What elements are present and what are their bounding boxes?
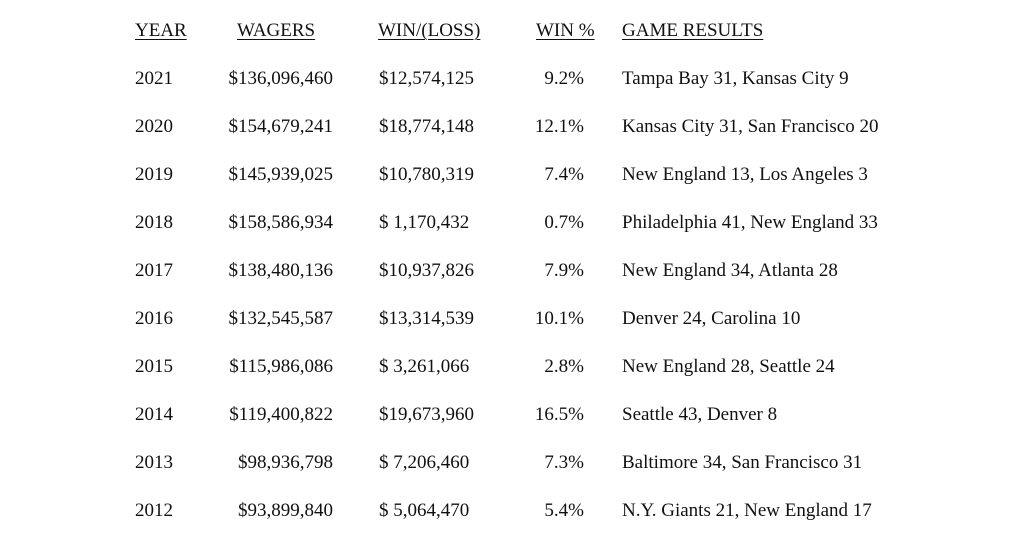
game-result-cell: Tampa Bay 31, Kansas City 9	[622, 68, 849, 89]
game-result-cell: Seattle 43, Denver 8	[622, 404, 778, 425]
table-row	[0, 257, 1024, 285]
year-cell: 2018	[135, 212, 173, 233]
win-loss-cell: $12,574,125	[379, 68, 474, 89]
win-loss-cell: $ 5,064,470	[379, 500, 470, 521]
table-row	[0, 209, 1024, 237]
win-loss-cell: $ 7,206,460	[379, 452, 470, 473]
win-loss-cell: $10,780,319	[379, 164, 474, 185]
win-loss-cell: $13,314,539	[379, 308, 474, 329]
table-row	[0, 401, 1024, 429]
win-percent-cell: 5.4%	[544, 500, 584, 521]
wagers-cell: $158,586,934	[228, 212, 333, 233]
year-cell: 2016	[135, 308, 173, 329]
game-result-cell: Kansas City 31, San Francisco 20	[622, 116, 879, 137]
wagers-cell: $115,986,086	[229, 356, 333, 377]
win-loss-cell: $18,774,148	[379, 116, 474, 137]
game-result-cell: Philadelphia 41, New England 33	[622, 212, 878, 233]
wagers-cell: $145,939,025	[228, 164, 333, 185]
game-result-cell: Denver 24, Carolina 10	[622, 308, 801, 329]
table-row	[0, 449, 1024, 477]
year-cell: 2020	[135, 116, 173, 137]
game-result-cell: N.Y. Giants 21, New England 17	[622, 500, 872, 521]
header-game-results: GAME RESULTS	[622, 20, 764, 41]
table-row	[0, 497, 1024, 525]
header-year: YEAR	[135, 20, 187, 41]
win-percent-cell: 0.7%	[544, 212, 584, 233]
table-row	[0, 305, 1024, 333]
win-percent-cell: 10.1%	[534, 308, 584, 329]
table-row	[0, 353, 1024, 381]
table-row	[0, 161, 1024, 189]
year-cell: 2021	[135, 68, 173, 89]
wagers-cell: $98,936,798	[238, 452, 333, 473]
wagers-cell: $154,679,241	[228, 116, 333, 137]
year-cell: 2015	[135, 356, 173, 377]
wagers-cell: $138,480,136	[228, 260, 333, 281]
year-cell: 2013	[135, 452, 173, 473]
win-percent-cell: 12.1%	[534, 116, 584, 137]
year-cell: 2012	[135, 500, 173, 521]
year-cell: 2014	[135, 404, 173, 425]
header-wagers: WAGERS	[237, 20, 316, 41]
win-percent-cell: 16.5%	[534, 404, 584, 425]
win-percent-cell: 7.3%	[544, 452, 584, 473]
win-loss-cell: $ 1,170,432	[379, 212, 470, 233]
win-percent-cell: 9.2%	[544, 68, 584, 89]
win-percent-cell: 2.8%	[544, 356, 584, 377]
win-loss-cell: $ 3,261,066	[379, 356, 470, 377]
game-result-cell: New England 13, Los Angeles 3	[622, 164, 868, 185]
win-loss-cell: $10,937,826	[379, 260, 474, 281]
win-percent-cell: 7.4%	[544, 164, 584, 185]
game-result-cell: New England 28, Seattle 24	[622, 356, 835, 377]
table-row	[0, 65, 1024, 93]
win-loss-cell: $19,673,960	[379, 404, 474, 425]
wagers-cell: $93,899,840	[238, 500, 333, 521]
year-cell: 2019	[135, 164, 173, 185]
year-cell: 2017	[135, 260, 173, 281]
header-win-loss: WIN/(LOSS)	[378, 20, 481, 41]
table-header-row	[0, 17, 1024, 45]
header-win-percent: WIN %	[536, 20, 595, 41]
wagers-cell: $132,545,587	[228, 308, 333, 329]
win-percent-cell: 7.9%	[544, 260, 584, 281]
table-row	[0, 113, 1024, 141]
game-result-cell: New England 34, Atlanta 28	[622, 260, 838, 281]
wagers-cell: $119,400,822	[229, 404, 333, 425]
wagers-cell: $136,096,460	[228, 68, 333, 89]
game-result-cell: Baltimore 34, San Francisco 31	[622, 452, 863, 473]
